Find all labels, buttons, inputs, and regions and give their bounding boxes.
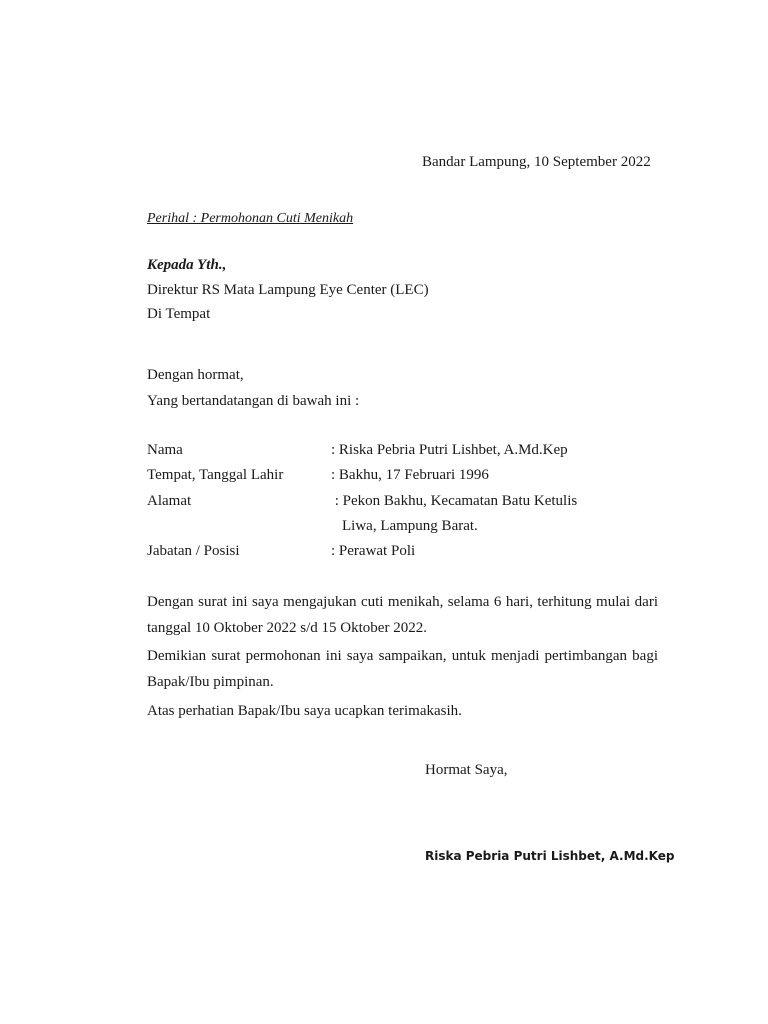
field-value-address-line2: Liwa, Lampung Barat. — [342, 518, 478, 534]
recipient-heading: Kepada Yth., — [147, 257, 227, 273]
field-value-birth: : Bakhu, 17 Februari 1996 — [331, 467, 489, 483]
field-label-name: Nama — [147, 442, 183, 458]
field-value-position: : Perawat Poli — [331, 543, 416, 559]
greeting: Dengan hormat, — [147, 367, 244, 383]
closing: Hormat Saya, — [425, 762, 508, 778]
letter-date: Bandar Lampung, 10 September 2022 — [422, 154, 651, 170]
letter-subject: Perihal : Permohonan Cuti Menikah — [147, 211, 354, 226]
recipient-place: Di Tempat — [147, 306, 211, 322]
signature-name: Riska Pebria Putri Lishbet, A.Md.Kep — [425, 849, 675, 863]
intro-line: Yang bertandatangan di bawah ini : — [147, 393, 360, 409]
field-value-name: : Riska Pebria Putri Lishbet, A.Md.Kep — [331, 442, 568, 458]
body-paragraph: Demikian surat permohonan ini saya sampaikan, untuk menjadi pertimbangan bagi Bapak/Ibu pimpinan. — [147, 648, 658, 690]
field-value-address: : Pekon Bakhu, Kecamatan Batu Ketulis — [331, 493, 578, 509]
field-label-birth: Tempat, Tanggal Lahir — [147, 467, 284, 483]
body-paragraph: Dengan surat ini saya mengajukan cuti menikah, selama 6 hari, terhitung mulai dari tanggal 10 Oktober 2022 s/d 15 Oktober 2022. — [147, 594, 658, 636]
body-paragraph: Atas perhatian Bapak/Ibu saya ucapkan terimakasih. — [147, 703, 462, 719]
recipient-name: Direktur RS Mata Lampung Eye Center (LEC) — [147, 282, 429, 298]
field-label-position: Jabatan / Posisi — [147, 543, 240, 559]
field-label-address: Alamat — [147, 493, 192, 509]
